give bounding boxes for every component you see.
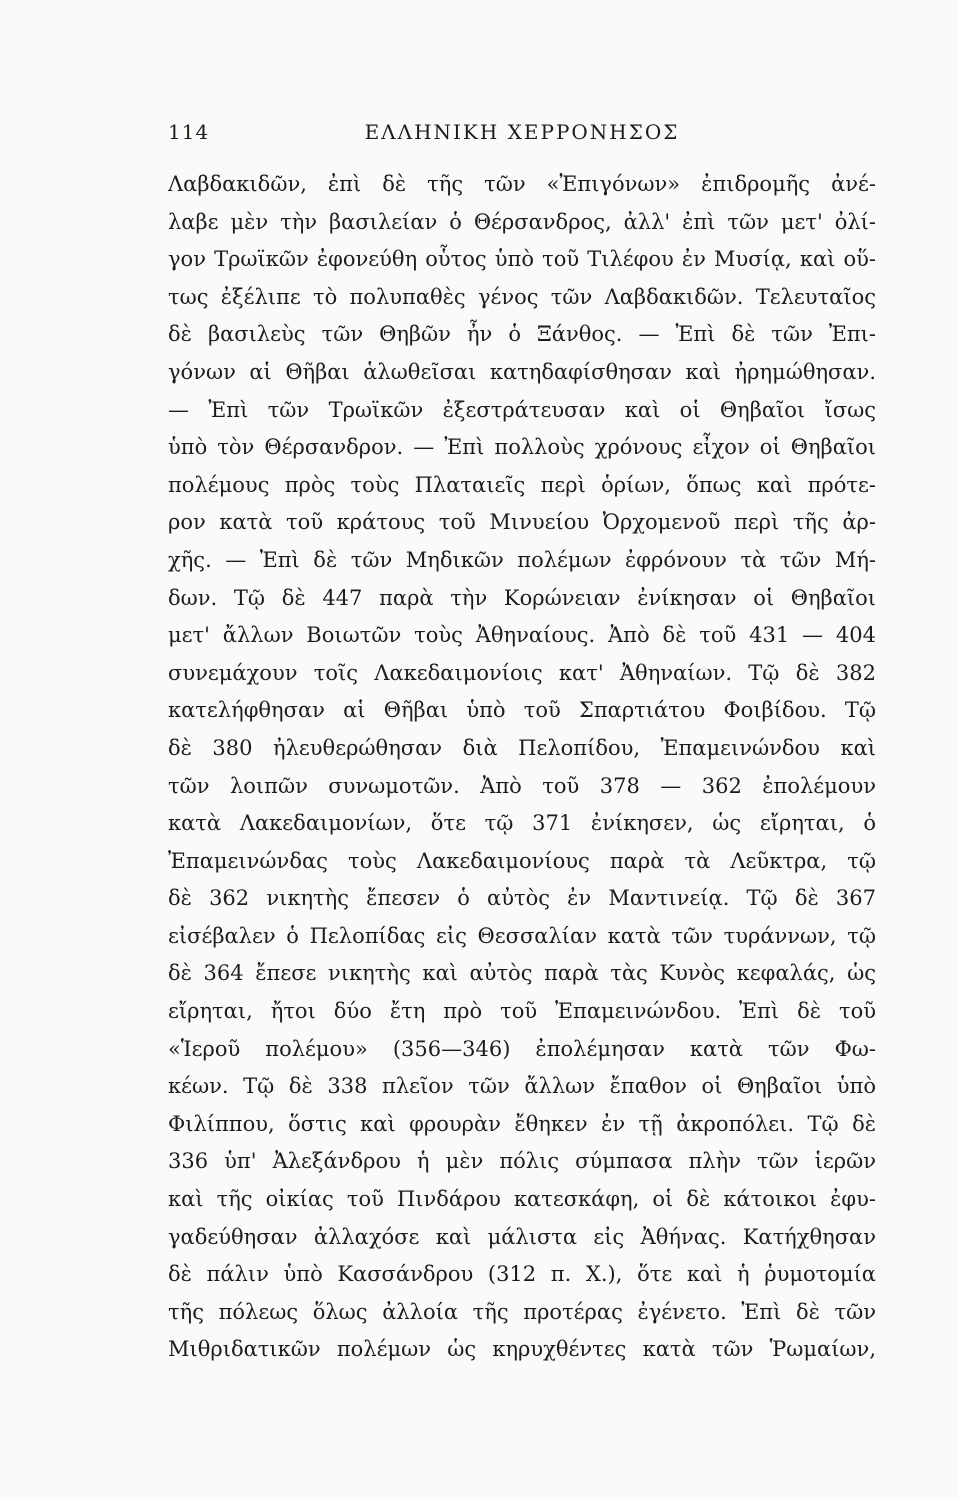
- text-line: — Ἐπὶ τῶν Τρωϊκῶν ἐξεστράτευσαν καὶ οἱ Θηβαῖοι ἴσως: [168, 397, 876, 422]
- page-number: 114: [168, 120, 210, 144]
- text-line: τῶν λοιπῶν συνωμοτῶν. Ἀπὸ τοῦ 378 — 362 ἐπολέμουν: [168, 773, 876, 798]
- text-line: γόνων αἱ Θῆβαι ἁλωθεῖσαι κατηδαφίσθησαν καὶ ἠρημώθησαν.: [168, 359, 876, 384]
- text-line: κατελήφθησαν αἱ Θῆβαι ὑπὸ τοῦ Σπαρτιάτου Φοιβίδου. Τῷ: [168, 698, 876, 723]
- text-line: «Ἱεροῦ πολέμου» (356—346) ἐπολέμησαν κατὰ τῶν Φω-: [168, 1036, 876, 1061]
- running-head-title: ΕΛΛΗΝΙΚΗ ΧΕΡΡΟΝΗΣΟΣ: [364, 120, 680, 144]
- text-line: Φιλίππου, ὅστις καὶ φρουρὰν ἔθηκεν ἐν τῇ ἀκροπόλει. Τῷ δὲ: [168, 1111, 876, 1136]
- text-line: κατὰ Λακεδαιμονίων, ὅτε τῷ 371 ἐνίκησεν, ὡς εἴρηται, ὁ: [168, 811, 876, 836]
- body-text: [168, 166, 876, 1369]
- running-head: [0, 120, 958, 154]
- text-line: δὲ 362 νικητὴς ἔπεσεν ὁ αὐτὸς ἐν Μαντινείᾳ. Τῷ δὲ 367: [168, 886, 876, 911]
- text-line: ρον κατὰ τοῦ κράτους τοῦ Μινυείου Ὀρχομενοῦ περὶ τῆς ἀρ-: [168, 510, 876, 535]
- text-line: λαβε μὲν τὴν βασιλείαν ὁ Θέρσανδρος, ἀλλ' ἐπὶ τῶν μετ' ὀλί-: [168, 209, 876, 234]
- text-line: ὑπὸ τὸν Θέρσανδρον. — Ἐπὶ πολλοὺς χρόνους εἶχον οἱ Θηβαῖοι: [168, 435, 876, 460]
- text-line: δὲ πάλιν ὑπὸ Κασσάνδρου (312 π. Χ.), ὅτε καὶ ἡ ῥυμοτομία: [168, 1262, 876, 1287]
- text-line: δὲ 380 ἠλευθερώθησαν διὰ Πελοπίδου, Ἐπαμεινώνδου καὶ: [168, 735, 876, 760]
- text-line: τῆς πόλεως ὅλως ἀλλοία τῆς προτέρας ἐγένετο. Ἐπὶ δὲ τῶν: [168, 1299, 876, 1324]
- text-line: δὲ 364 ἔπεσε νικητὴς καὶ αὐτὸς παρὰ τὰς Κυνὸς κεφαλάς, ὡς: [168, 961, 876, 986]
- text-line: 336 ὑπ' Ἀλεξάνδρου ἡ μὲν πόλις σύμπασα πλὴν τῶν ἱερῶν: [168, 1149, 876, 1174]
- text-line: Λαβδακιδῶν, ἐπὶ δὲ τῆς τῶν «Ἐπιγόνων» ἐπιδρομῆς ἀνέ-: [168, 172, 876, 196]
- text-line: κέων. Τῷ δὲ 338 πλεῖον τῶν ἄλλων ἔπαθον οἱ Θηβαῖοι ὑπὸ: [168, 1074, 876, 1099]
- text-line: δὲ βασιλεὺς τῶν Θηβῶν ἦν ὁ Ξάνθος. — Ἐπὶ δὲ τῶν Ἐπι-: [168, 322, 876, 347]
- text-line: τως ἐξέλιπε τὸ πολυπαθὲς γένος τῶν Λαβδακιδῶν. Τελευταῖος: [168, 284, 876, 309]
- text-line: Μιθριδατικῶν πολέμων ὡς κηρυχθέντες κατὰ τῶν Ῥωμαίων,: [168, 1337, 876, 1362]
- text-line: χῆς. — Ἐπὶ δὲ τῶν Μηδικῶν πολέμων ἐφρόνουν τὰ τῶν Μή-: [168, 547, 876, 572]
- text-line: εἰσέβαλεν ὁ Πελοπίδας εἰς Θεσσαλίαν κατὰ τῶν τυράννων, τῷ: [168, 923, 876, 948]
- text-line: γον Τρωϊκῶν ἐφονεύθη οὗτος ὑπὸ τοῦ Τιλέφου ἐν Μυσίᾳ, καὶ οὕ-: [168, 247, 876, 272]
- text-line: πολέμους πρὸς τοὺς Πλαταιεῖς περὶ ὁρίων, ὅπως καὶ πρότε-: [168, 472, 876, 497]
- text-line: Ἐπαμεινώνδας τοὺς Λακεδαιμονίους παρὰ τὰ Λεῦκτρα, τῷ: [168, 848, 876, 873]
- text-line: γαδεύθησαν ἀλλαχόσε καὶ μάλιστα εἰς Ἀθήνας. Κατήχθησαν: [168, 1224, 876, 1249]
- text-line: δων. Τῷ δὲ 447 παρὰ τὴν Κορώνειαν ἐνίκησαν οἱ Θηβαῖοι: [168, 585, 876, 610]
- text-line: μετ' ἄλλων Βοιωτῶν τοὺς Ἀθηναίους. Ἀπὸ δὲ τοῦ 431 — 404: [168, 623, 876, 648]
- text-line: εἴρηται, ἤτοι δύο ἔτη πρὸ τοῦ Ἐπαμεινώνδου. Ἐπὶ δὲ τοῦ: [168, 999, 876, 1024]
- text-line: συνεμάχουν τοῖς Λακεδαιμονίοις κατ' Ἀθηναίων. Τῷ δὲ 382: [168, 660, 876, 685]
- text-line: καὶ τῆς οἰκίας τοῦ Πινδάρου κατεσκάφη, οἱ δὲ κάτοικοι ἐφυ-: [168, 1187, 876, 1212]
